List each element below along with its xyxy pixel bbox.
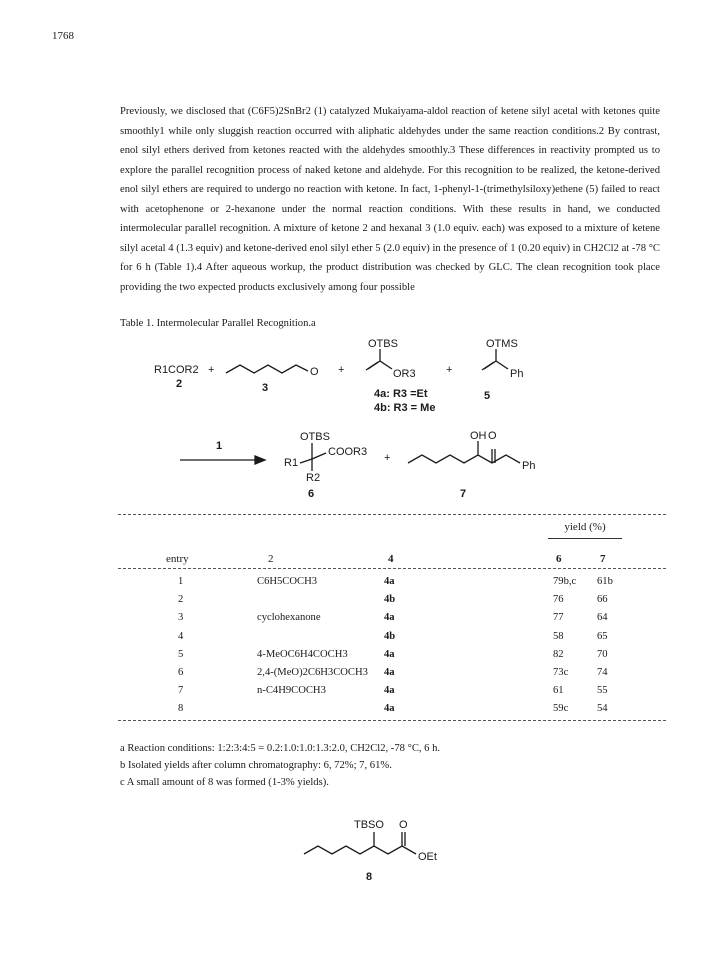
table-row — [0, 649, 711, 667]
table-row — [0, 685, 711, 703]
col-entry: entry — [166, 553, 189, 565]
r2-label: R2 — [306, 472, 321, 484]
plus-2: + — [338, 364, 345, 376]
ph-5: Ph — [510, 368, 524, 380]
yield-7-cell: 70 — [597, 648, 608, 660]
yield-7-cell: 61b — [597, 576, 613, 587]
yield-6-cell: 77 — [553, 612, 564, 624]
body-paragraph: Previously, we disclosed that (C6F5)2SnBr2 (1) catalyzed Mukaiyama-aldol reaction of ketene silyl acetal with ketones quite smoothly1 while only sluggish reaction occurred with aliphatic aldehydes under the same reaction conditions.2 By contrast, enol silyl ethers derived from ketones reacted with the aldehydes smoothly.3 These differences in reactivity prompted us to explore the parallel recognition process of naked ketone and aldehyde. For this recognition to be realized, the ketone-derived enol silyl ethers are required to undergo no reaction with ketone. In fact, 1-phenyl-1-(trimethylsiloxy)ethene (5) failed to react with acetophenone or 2-hexanone under the normal reaction conditions. With these results in hand, we conducted intermolecular parallel recognition. A mixture of ketone 2 and hexanal 3 (1.0 equiv. each) was exposed to a mixture of ketene silyl acetal 4 (1.3 equiv) and ketone-derived enol silyl ether 5 (2.0 equiv) in the presence of 1 (0.20 equiv) in CH2Cl2 at -78 °C for 6 h (Table 1).4 After aqueous workup, the product distribution was checked by GLC. The clean recognition took place providing the two expected products exclusively among four possible — [120, 106, 660, 293]
product-7-chain — [408, 455, 520, 463]
hexanal-chain — [226, 365, 308, 373]
table-row — [0, 612, 711, 630]
table-row — [0, 667, 711, 685]
ph-7: Ph — [522, 460, 536, 472]
otms-5: OTMS — [486, 338, 518, 350]
yield-6-cell: 59c — [553, 703, 569, 715]
or3-label: OR3 — [393, 368, 416, 380]
acetal-cell: 4a — [384, 576, 395, 587]
yield-underline — [548, 538, 622, 539]
ketone-cell: cyclohexanone — [257, 612, 321, 624]
tbso-label: TBSO — [354, 819, 384, 831]
plus-1: + — [208, 364, 215, 376]
coor3-label: COOR3 — [328, 446, 368, 458]
label-3: 3 — [262, 382, 269, 394]
aldehyde-o: O — [310, 366, 319, 378]
struct8-o: O — [399, 819, 408, 831]
acetal-cell: 4a — [384, 685, 395, 697]
label-2: 2 — [176, 378, 183, 390]
catalyst-label: 1 — [216, 440, 223, 452]
ketone-cell: C6H5COCH3 — [257, 576, 318, 587]
footnote-c: c A small amount of 8 was formed (1-3% yields). — [120, 777, 329, 788]
label-7: 7 — [460, 488, 467, 500]
ketone-cell: n-C4H9COCH3 — [257, 685, 326, 697]
r1-label: R1 — [284, 457, 299, 469]
entry-cell: 7 — [178, 685, 184, 697]
oh-label: OH — [470, 430, 487, 442]
table-row — [0, 631, 711, 649]
yield-header: yield (%) — [564, 521, 606, 533]
table-row — [0, 594, 711, 612]
page-number: 1768 — [52, 30, 74, 42]
label-4a: 4a: R3 =Et — [374, 388, 428, 400]
col-ketone: 2 — [268, 553, 274, 565]
reaction-scheme — [150, 335, 570, 505]
yield-7-cell: 54 — [597, 703, 608, 715]
acetal-cell: 4b — [384, 594, 396, 606]
yield-6-cell: 82 — [553, 648, 564, 660]
entry-cell: 2 — [178, 594, 184, 606]
label-8: 8 — [366, 871, 373, 883]
yield-6-cell: 61 — [553, 685, 564, 697]
plus-4: + — [384, 452, 391, 464]
yield-6-cell: 76 — [553, 594, 564, 606]
table-title: Table 1. Intermolecular Parallel Recognition.a — [120, 318, 316, 329]
entry-cell: 3 — [178, 612, 184, 624]
footnote-b: b Isolated yields after column chromatography: 6, 72%; 7, 61%. — [120, 760, 392, 771]
col-acetal: 4 — [388, 553, 394, 565]
yield-6-cell: 73c — [553, 667, 569, 678]
acetal-cell: 4a — [384, 667, 395, 678]
label-5: 5 — [484, 390, 491, 402]
acetal-cell: 4b — [384, 630, 396, 642]
yield-7-cell: 64 — [597, 612, 608, 624]
table-top-rule — [118, 514, 666, 515]
footnote-a: a Reaction conditions: 1:2:3:4:5 = 0.2:1.0:1.0:1.3:2.0, CH2Cl2, -78 °C, 6 h. — [120, 743, 441, 754]
table-row — [0, 703, 711, 721]
yield-6-cell: 79b,c — [553, 576, 577, 587]
label-6: 6 — [308, 488, 315, 500]
entry-cell: 8 — [178, 703, 184, 715]
structure-8 — [300, 808, 460, 888]
table-row — [0, 576, 711, 594]
entry-cell: 4 — [178, 630, 184, 642]
entry-cell: 5 — [178, 648, 184, 660]
label-4b: 4b: R3 = Me — [374, 402, 436, 414]
yield-6-cell: 58 — [553, 630, 564, 642]
entry-cell: 1 — [178, 576, 184, 587]
table-bottom-rule — [118, 720, 666, 721]
footnotes — [120, 740, 440, 791]
yield-7-cell: 55 — [597, 685, 608, 697]
col-yield-6: 6 — [556, 553, 562, 565]
acetal-cell: 4a — [384, 703, 395, 715]
acetal-cell: 4a — [384, 612, 395, 624]
acetal-cell: 4a — [384, 648, 395, 660]
plus-3: + — [446, 364, 453, 376]
yield-7-cell: 74 — [597, 667, 608, 678]
otbs-6: OTBS — [300, 431, 330, 443]
yield-7-cell: 66 — [597, 594, 608, 606]
otbs-4: OTBS — [368, 338, 398, 350]
ketone-o-7: O — [488, 430, 497, 442]
r1cor2-label: R1COR2 — [154, 364, 199, 376]
header-rule — [118, 568, 666, 569]
ketone-cell: 4-MeOC6H4COCH3 — [257, 648, 348, 660]
oet-label: OEt — [418, 851, 437, 863]
col-yield-7: 7 — [600, 553, 606, 565]
yield-7-cell: 65 — [597, 630, 608, 642]
entry-cell: 6 — [178, 667, 184, 678]
ketone-cell: 2,4-(MeO)2C6H3COCH3 — [257, 667, 368, 678]
